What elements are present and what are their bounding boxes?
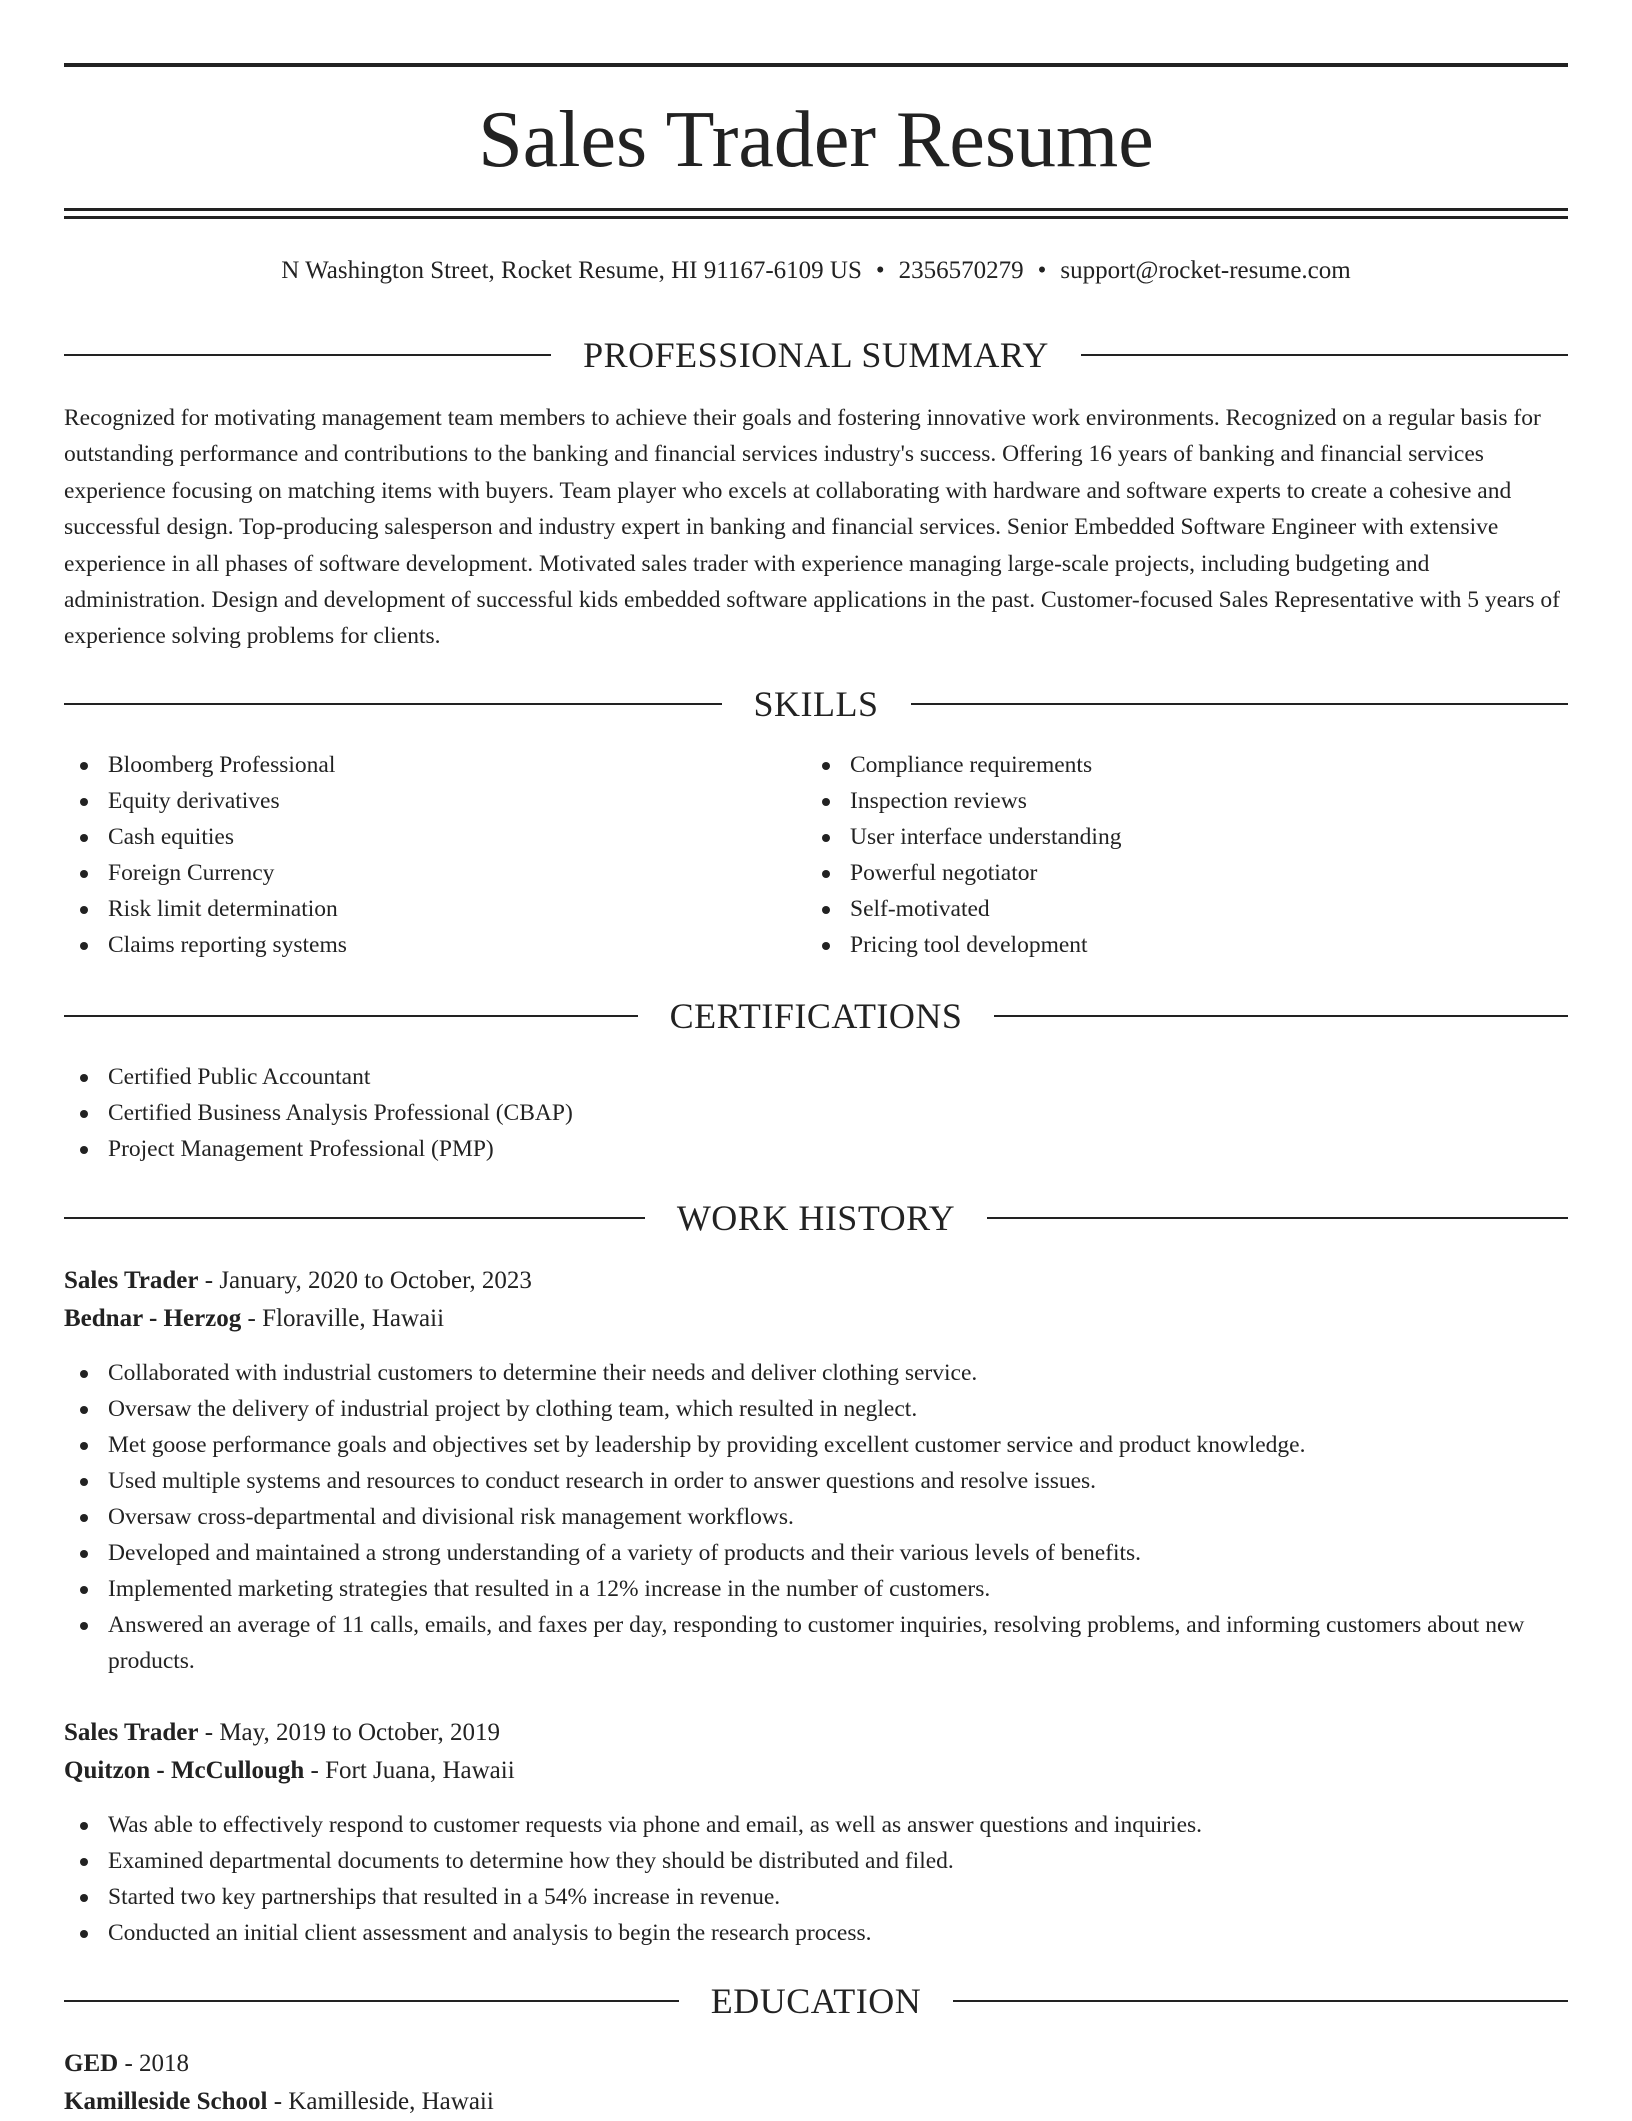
top-rule	[64, 63, 1568, 67]
list-item: Claims reporting systems	[64, 927, 804, 963]
section-title: PROFESSIONAL SUMMARY	[583, 335, 1049, 375]
list-item: Developed and maintained a strong understanding of a variety of products and their various levels of benefits.	[64, 1535, 1568, 1571]
section-header-work-history	[64, 1196, 1568, 1240]
job-company: Bednar - Herzog	[64, 1305, 242, 1332]
job-bullets	[64, 1807, 1568, 1951]
certifications-list	[64, 1059, 1568, 1167]
skills-list-left	[64, 747, 804, 963]
title-rule-lower	[64, 216, 1568, 219]
job-dates: - May, 2019 to October, 2019	[198, 1719, 500, 1746]
list-item: Bloomberg Professional	[64, 747, 804, 783]
list-item: Examined departmental documents to determine how they should be distributed and filed.	[64, 1843, 1568, 1879]
list-item: Certified Business Analysis Professional (CBAP)	[64, 1095, 1568, 1131]
list-item: User interface understanding	[806, 819, 1568, 855]
list-item: Powerful negotiator	[806, 855, 1568, 891]
list-item: Project Management Professional (PMP)	[64, 1131, 1568, 1167]
divider	[64, 1015, 638, 1017]
education-degree: GED	[64, 2050, 119, 2077]
resume-title: Sales Trader Resume	[478, 96, 1154, 184]
divider	[994, 1015, 1568, 1017]
education-location: - Kamilleside, Hawaii	[267, 2088, 494, 2115]
list-item: Conducted an initial client assessment and analysis to begin the research process.	[64, 1915, 1568, 1951]
divider	[1081, 354, 1568, 356]
list-item: Inspection reviews	[806, 783, 1568, 819]
job-bullets	[64, 1355, 1568, 1679]
job-title: Sales Trader	[64, 1719, 199, 1746]
education-school: Kamilleside School	[64, 2088, 268, 2115]
list-item: Equity derivatives	[64, 783, 804, 819]
contact-email: support@rocket-resume.com	[1060, 257, 1351, 284]
job-title-line	[64, 1262, 1568, 1300]
education-degree-line	[64, 2045, 1568, 2083]
job-company-line	[64, 1752, 1568, 1790]
job-dates: - January, 2020 to October, 2023	[198, 1267, 532, 1294]
list-item: Started two key partnerships that resulted in a 54% increase in revenue.	[64, 1879, 1568, 1915]
list-item: Used multiple systems and resources to conduct research in order to answer questions and resolve issues.	[64, 1463, 1568, 1499]
education-year: - 2018	[118, 2050, 190, 2077]
list-item: Was able to effectively respond to customer requests via phone and email, as well as answer questions and inquiries.	[64, 1807, 1568, 1843]
job-company: Quitzon - McCullough	[64, 1757, 305, 1784]
contact-address: N Washington Street, Rocket Resume, HI 91167-6109 US	[281, 257, 862, 284]
section-title: WORK HISTORY	[676, 1198, 956, 1238]
job-location: - Floraville, Hawaii	[241, 1305, 445, 1332]
list-item: Compliance requirements	[806, 747, 1568, 783]
job-title: Sales Trader	[64, 1267, 199, 1294]
list-item: Risk limit determination	[64, 891, 804, 927]
list-item: Collaborated with industrial customers to determine their needs and deliver clothing service.	[64, 1355, 1568, 1391]
list-item: Answered an average of 11 calls, emails, and faxes per day, responding to customer inquiries, resolving problems, and informing customers about new products.	[64, 1607, 1568, 1679]
skills-list-right	[806, 747, 1568, 963]
divider	[64, 1217, 645, 1219]
section-header-skills	[64, 682, 1568, 726]
education-school-line	[64, 2083, 1568, 2121]
section-title: CERTIFICATIONS	[669, 996, 963, 1036]
section-header-education	[64, 1979, 1568, 2023]
job-location: - Fort Juana, Hawaii	[304, 1757, 515, 1784]
section-title: EDUCATION	[710, 1981, 922, 2021]
list-item: Pricing tool development	[806, 927, 1568, 963]
list-item: Implemented marketing strategies that resulted in a 12% increase in the number of customers.	[64, 1571, 1568, 1607]
list-item: Foreign Currency	[64, 855, 804, 891]
list-item: Cash equities	[64, 819, 804, 855]
contact-line	[64, 255, 1568, 287]
divider	[987, 1217, 1568, 1219]
job-company-line	[64, 1300, 1568, 1338]
section-title: SKILLS	[753, 684, 879, 724]
list-item: Self-motivated	[806, 891, 1568, 927]
contact-phone: 2356570279	[898, 257, 1024, 284]
list-item: Oversaw the delivery of industrial project by clothing team, which resulted in neglect.	[64, 1391, 1568, 1427]
divider	[64, 703, 722, 705]
summary-text: Recognized for motivating management team members to achieve their goals and fostering innovative work environments. Recognized on a regular basis for outstanding performance and contributions to the banking and financial services industry's success. Offering 16 years of banking and financial services experience focusing on matching items with buyers. Team player who excels at collaborating with hardware and software experts to create a cohesive and successful design. Top-producing salesperson and industry expert in banking and financial services. Senior Embedded Software Engineer with extensive experience in all phases of software development. Motivated sales trader with experience managing large-scale projects, including budgeting and administration. Design and development of successful kids embedded software applications in the past. Customer-focused Sales Representative with 5 years of experience solving problems for clients.	[64, 405, 1560, 650]
title-rule-upper	[64, 208, 1568, 211]
list-item: Certified Public Accountant	[64, 1059, 1568, 1095]
divider	[64, 2000, 679, 2002]
section-header-certifications	[64, 994, 1568, 1038]
job-title-line	[64, 1714, 1568, 1752]
section-header-summary	[64, 333, 1568, 377]
contact-separator: •	[1037, 257, 1047, 284]
contact-separator: •	[875, 257, 885, 284]
divider	[953, 2000, 1568, 2002]
list-item: Oversaw cross-departmental and divisional risk management workflows.	[64, 1499, 1568, 1535]
divider	[911, 703, 1569, 705]
list-item: Met goose performance goals and objectives set by leadership by providing excellent customer service and product knowledge.	[64, 1427, 1568, 1463]
divider	[64, 354, 551, 356]
